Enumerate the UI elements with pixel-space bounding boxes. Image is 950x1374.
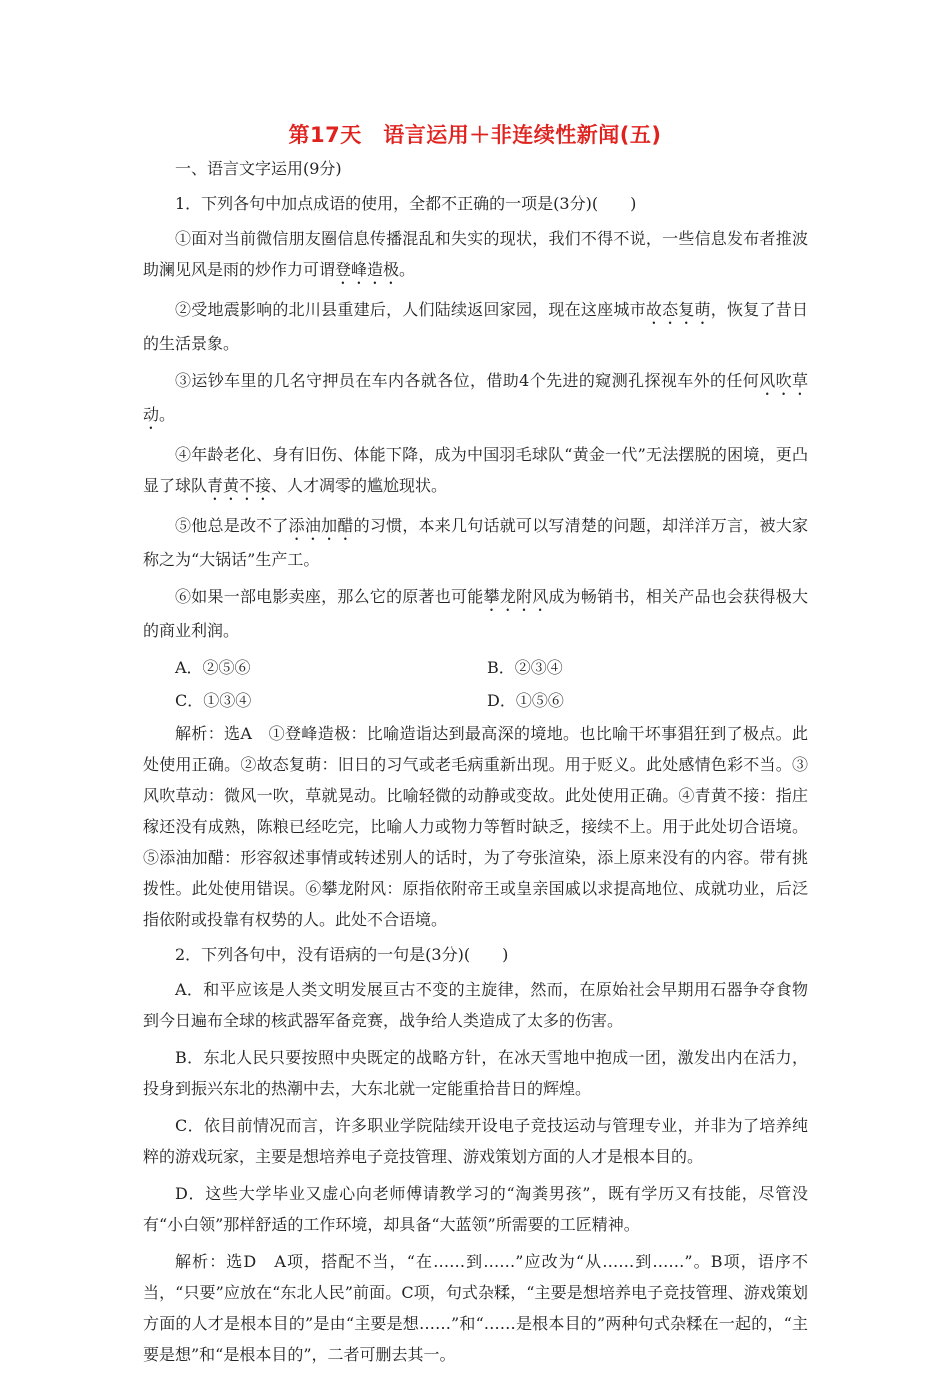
dotted-idiom: 添油加醋 bbox=[288, 516, 354, 535]
dotted-idiom: 攀龙附风 bbox=[483, 587, 549, 606]
document-body bbox=[143, 153, 808, 1374]
option-c: C．①③④ bbox=[175, 691, 252, 710]
option-b: B．②③④ bbox=[487, 658, 563, 677]
question-1-analysis: 解析：选A ①登峰造极：比喻造诣达到最高深的境地。也比喻干坏事猖狂到了极点。此处使用正确。②故态复萌：旧日的习气或老毛病重新出现。用于贬义。此处感情色彩不当。③风吹草动：微风一吹，草就晃动。比喻轻微的动静或变故。此处使用正确。④青黄不接：指庄稼还没有成熟，陈粮已经吃完，比喻人力或物力等暂时缺乏，接续不上。用于此处切合语境。⑤添油加醋：形容叙述事情或转述别人的话时，为了夸张渲染，添上原来没有的内容。带有挑拨性。此处使用错误。⑥攀龙附风：原指依附帝王或皇亲国戚以求提高地位、成就功业，后泛指依附或投靠有权势的人。此处不合语境。 bbox=[143, 724, 808, 929]
question-1-item-5: ⑤他总是改不了添油加醋的习惯，本来几句话就可以写清楚的问题，却洋洋万言，被大家称之为“大锅话”生产工。 bbox=[143, 516, 808, 569]
question-1-item-6: ⑥如果一部电影卖座，那么它的原著也可能攀龙附风成为畅销书，相关产品也会获得极大的商业利润。 bbox=[143, 587, 808, 640]
option-d: D．①⑤⑥ bbox=[487, 691, 564, 710]
question-2-option-c: C．依目前情况而言，许多职业学院陆续开设电子竞技运动与管理专业，并非为了培养纯粹的游戏玩家，主要是想培养电子竞技管理、游戏策划方面的人才是根本目的。 bbox=[143, 1116, 808, 1166]
question-2-stem: 2．下列各句中，没有语病的一句是(3分)( ) bbox=[175, 945, 509, 964]
dotted-idiom: 故态复萌 bbox=[645, 300, 711, 319]
dotted-idiom: 风吹草动 bbox=[143, 371, 808, 424]
question-1-options-row-1 bbox=[143, 652, 808, 683]
question-1-options-row-2 bbox=[143, 685, 808, 716]
page-title: 第17天 语言运用＋非连续性新闻(五) bbox=[288, 123, 662, 147]
dotted-idiom: 登峰造极 bbox=[335, 260, 400, 279]
question-2-option-d: D．这些大学毕业又虚心向老师傅请教学习的“淘粪男孩”，既有学历又有技能，尽管没有“小白领”那样舒适的工作环境，却具备“大蓝领”所需要的工匠精神。 bbox=[143, 1184, 808, 1234]
section-heading: 一、语言文字运用(9分) bbox=[175, 159, 342, 178]
question-1-item-2: ②受地震影响的北川县重建后，人们陆续返回家园，现在这座城市故态复萌，恢复了昔日的生活景象。 bbox=[143, 300, 808, 353]
question-1-item-4: ④年龄老化、身有旧伤、体能下降，成为中国羽毛球队“黄金一代”无法摆脱的困境，更凸显了球队青黄不接、人才凋零的尴尬现状。 bbox=[143, 445, 808, 495]
question-1-item-3: ③运钞车里的几名守押员在车内各就各位，借助4个先进的窥测孔探视车外的任何风吹草动。 bbox=[143, 371, 808, 424]
question-1-stem: 1．下列各句中加点成语的使用，全都不正确的一项是(3分)( ) bbox=[175, 194, 637, 213]
question-2-option-a: A．和平应该是人类文明发展亘古不变的主旋律，然而，在原始社会早期用石器争夺食物到今日遍布全球的核武器军备竞赛，战争给人类造成了太多的伤害。 bbox=[143, 980, 808, 1030]
dotted-idiom: 青黄不接 bbox=[207, 476, 272, 495]
question-2-option-b: B．东北人民只要按照中央既定的战略方针，在冰天雪地中抱成一团，激发出内在活力，投身到振兴东北的热潮中去，大东北就一定能重拾昔日的辉煌。 bbox=[143, 1048, 808, 1098]
question-1-item-1: ①面对当前微信朋友圈信息传播混乱和失实的现状，我们不得不说，一些信息发布者推波助澜见风是雨的炒作力可谓登峰造极。 bbox=[143, 229, 808, 279]
question-2-analysis: 解析：选D A项，搭配不当，“在……到……”应改为“从……到……”。B项，语序不当，“只要”应放在“东北人民”前面。C项，句式杂糅，“主要是想培养电子竞技管理、游戏策划方面的人才是根本目的”是由“主要是想……”和“……是根本目的”两种句式杂糅在一起的，“主要是想”和“是根本目的”，二者可删去其一。 bbox=[143, 1252, 808, 1364]
option-a: A．②⑤⑥ bbox=[175, 658, 251, 677]
